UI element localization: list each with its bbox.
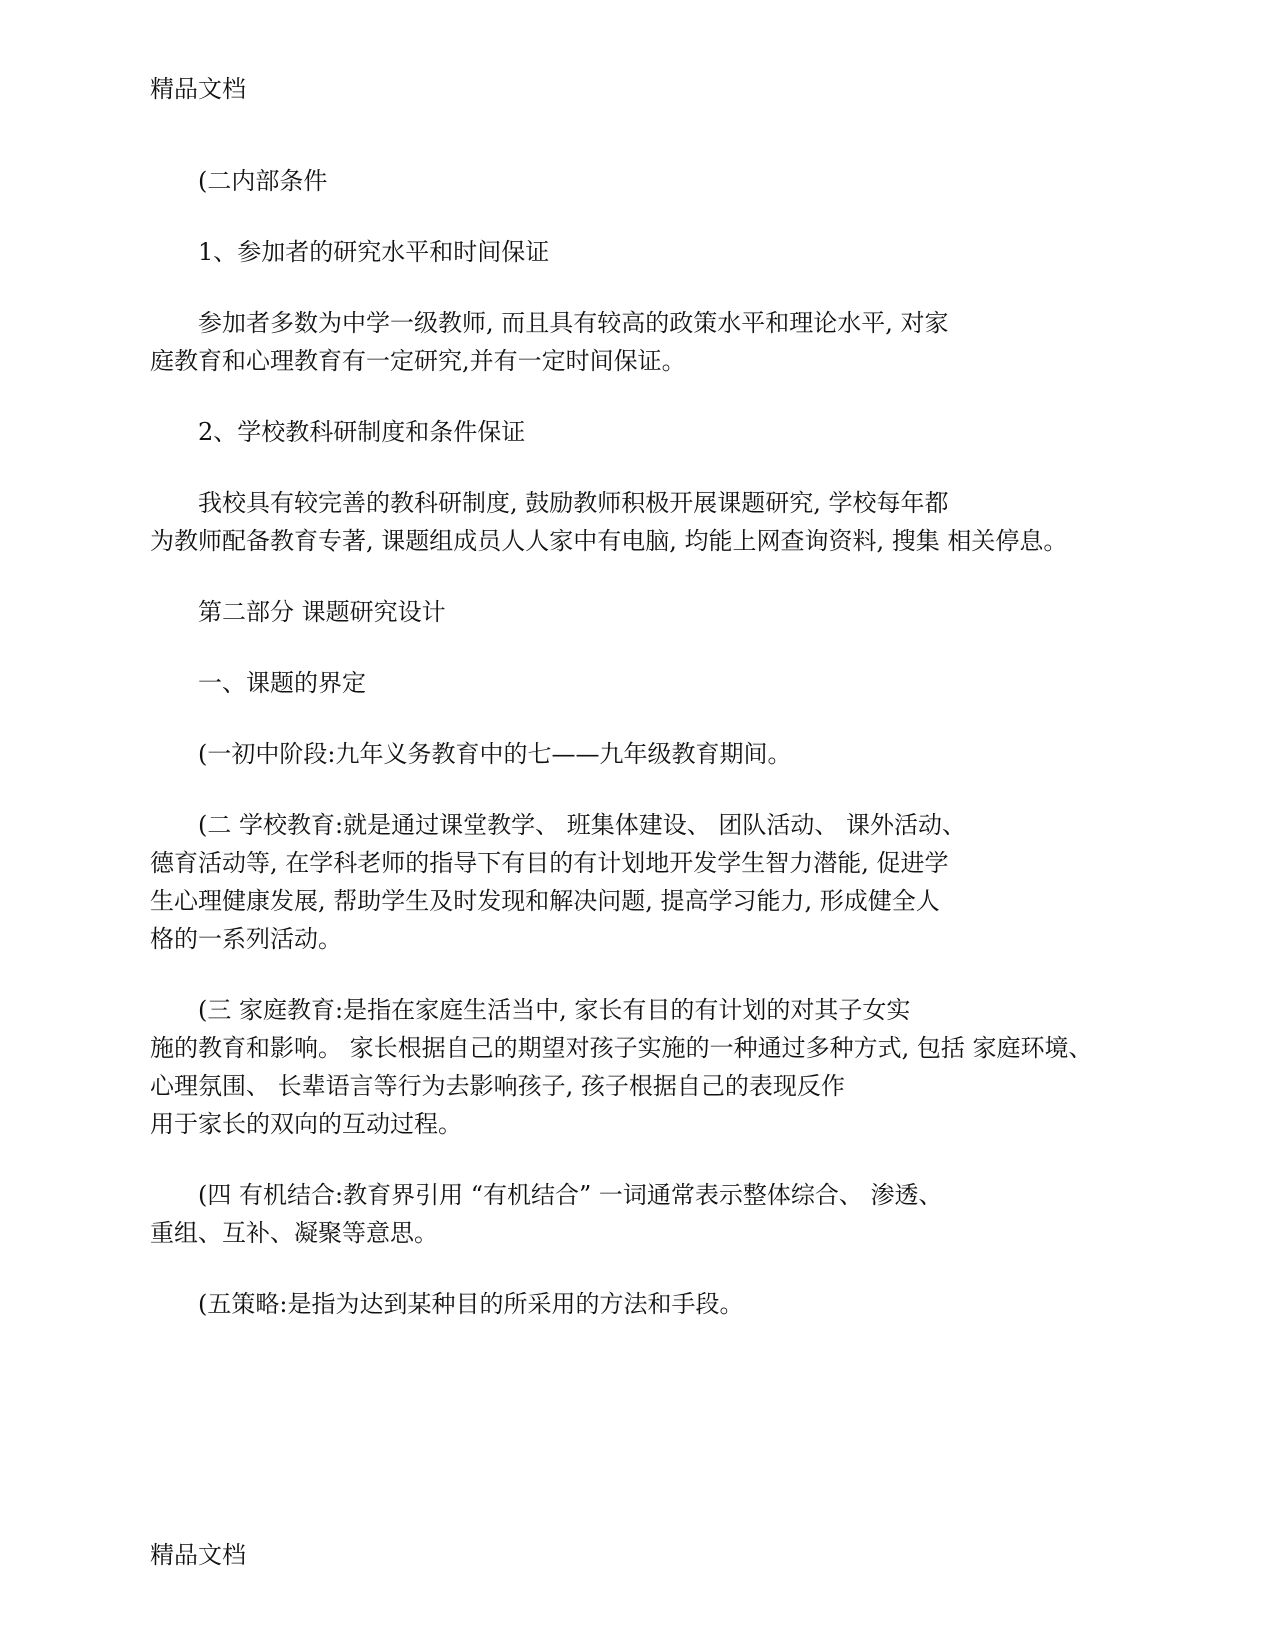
text-line: (五策略:是指为达到某种目的所采用的方法和手段。: [198, 1290, 744, 1318]
text-line: 施的教育和影响。 家长根据自己的期望对孩子实施的一种通过多种方式, 包括 家庭环境、: [150, 1034, 1093, 1062]
text-line: 格的一系列活动。: [150, 925, 342, 953]
section-heading: [150, 593, 1130, 631]
subsection-heading: [150, 664, 1130, 702]
text-line: 第二部分 课题研究设计: [198, 598, 446, 626]
text-line: (四 有机结合:教育界引用 “有机结合” 一词通常表示整体综合、 渗透、: [198, 1181, 943, 1209]
text-line: 一、课题的界定: [198, 669, 366, 697]
text-line: 1、参加者的研究水平和时间保证: [198, 238, 550, 266]
text-line: 用于家长的双向的互动过程。: [150, 1110, 462, 1138]
page-header: 精品文档: [150, 75, 246, 103]
definition-paragraph: [150, 991, 1130, 1143]
text-line: (一初中阶段:九年义务教育中的七——九年级教育期间。: [198, 740, 792, 768]
definition-paragraph: [150, 1285, 1130, 1323]
text-line: (二 学校教育:就是通过课堂教学、 班集体建设、 团队活动、 课外活动、: [198, 811, 966, 839]
text-line: 德育活动等, 在学科老师的指导下有目的有计划地开发学生智力潜能, 促进学: [150, 849, 949, 877]
text-line: (三 家庭教育:是指在家庭生活当中, 家长有目的有计划的对其子女实: [198, 996, 911, 1024]
text-line: (二内部条件: [198, 167, 328, 195]
body-paragraph: [150, 304, 1130, 380]
text-line: 庭教育和心理教育有一定研究,并有一定时间保证。: [150, 347, 686, 375]
text-line: 重组、互补、凝聚等意思。: [150, 1219, 438, 1247]
definition-paragraph: [150, 1176, 1130, 1252]
page-footer: 精品文档: [150, 1541, 246, 1569]
text-line: 2、学校教科研制度和条件保证: [198, 418, 526, 446]
subsection-heading: [150, 162, 1130, 200]
document-body: [150, 162, 1130, 1356]
definition-paragraph: [150, 806, 1130, 958]
text-line: 参加者多数为中学一级教师, 而且具有较高的政策水平和理论水平, 对家: [198, 309, 949, 337]
item-heading: [150, 413, 1130, 451]
text-line: 为教师配备教育专著, 课题组成员人人家中有电脑, 均能上网查询资料, 搜集 相关停息。: [150, 527, 1068, 555]
text-line: 我校具有较完善的教科研制度, 鼓励教师积极开展课题研究, 学校每年都: [198, 489, 949, 517]
text-line: 生心理健康发展, 帮助学生及时发现和解决问题, 提高学习能力, 形成健全人: [150, 887, 940, 915]
definition-paragraph: [150, 735, 1130, 773]
body-paragraph: [150, 484, 1130, 560]
item-heading: [150, 233, 1130, 271]
text-line: 心理氛围、 长辈语言等行为去影响孩子, 孩子根据自己的表现反作: [150, 1072, 845, 1100]
